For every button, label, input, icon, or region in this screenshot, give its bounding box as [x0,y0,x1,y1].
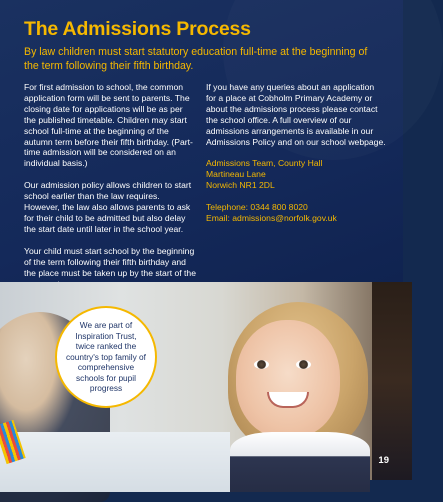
paragraph-start-deadline: Your child must start school by the beginning of the term following their fifth birthday and the place must be taken up by the start of the [24,245,196,278]
page-title: The Admissions Process [24,18,251,40]
girl-face [236,320,340,438]
paragraph-admission-policy: Our admission policy allows children to start school earlier than the law requires. However, the law also allows parents to ask for their child to be admitted but also delay the start date until later in the school year. [24,180,192,234]
address-line: Martineau Lane [206,169,266,180]
girl-eye-left [254,360,269,369]
trust-callout-circle [55,306,157,408]
girl-uniform [230,432,370,492]
left-column [24,82,196,300]
contact-details [206,202,386,224]
paragraph-first-admission: For first admission to school, the common application form will be sent to parents. The closing date for applications will be as per the published timetable. Children may start school full-time at the beginning of the autumn term before their fifth birthday. (Part-time admission will be considered on an individual basis.) [24,82,193,169]
girl-eye-right [296,360,311,369]
telephone-link[interactable]: Telephone: 0344 800 8020 [206,202,308,213]
contact-address [206,158,386,191]
child-right-figure [372,282,412,480]
right-column [206,82,386,235]
page-subtitle: By law children must start statutory education full-time at the beginning of the term following their fifth birthday. [24,46,368,72]
address-line: Norwich NR1 2DL [206,180,275,191]
address-line: Admissions Team, County Hall [206,158,323,169]
callout-text: We are part of Inspiration Trust, twice ranked the country's top family of comprehensive schools for pupil progress [66,319,146,394]
desk-surface [0,432,230,492]
paragraph-queries: If you have any queries about an application for a place at Cobholm Primary Academy or about the admissions process please contact the school office. A full overview of our admissions arrangements is available in our Admissions Policy and on our school webpage. [206,82,386,147]
page-number: 19 [378,455,389,466]
email-link[interactable]: Email: admissions@norfolk.gov.uk [206,213,337,224]
